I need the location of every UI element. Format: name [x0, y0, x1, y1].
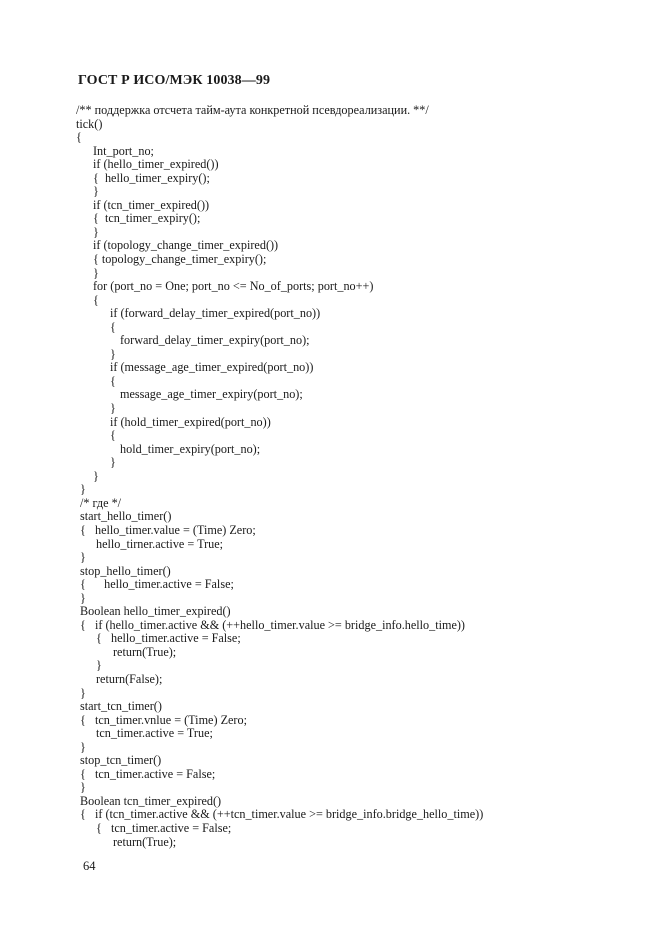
code-line: /** поддержка отсчета тайм-аута конкретной псевдореализации. **/ [76, 103, 429, 117]
code-line: if (hello_timer_expired()) [93, 157, 219, 172]
code-line: } [93, 184, 99, 199]
code-line: start_tcn_timer() [80, 699, 162, 714]
code-line: { topology_change_timer_expiry(); [93, 252, 267, 267]
code-line: } [110, 401, 116, 416]
code-line: for (port_no = One; port_no <= No_of_ports; port_no++) [93, 279, 374, 294]
code-line: Boolean tcn_timer_expired() [80, 793, 222, 808]
code-line: if (message_age_timer_expired(port_no)) [110, 360, 314, 375]
code-line: { tcn_timer.vnlue = (Time) Zero; [80, 712, 247, 727]
document-header: ГОСТ Р ИСО/МЭК 10038—99 [78, 73, 271, 88]
code-line: { [110, 319, 116, 334]
code-line: stop_tcn_timer() [80, 753, 162, 768]
code-line: { if (tcn_timer.active && (++tcn_timer.value >= bridge_info.bridge_hello_time)) [80, 807, 484, 822]
code-line: { hello_timer.value = (Time) Zero; [80, 522, 256, 537]
code-line: } [80, 550, 86, 565]
code-line: message_age_timer_expiry(port_no); [120, 387, 303, 402]
code-listing [76, 104, 483, 849]
code-line: { tcn_timer.active = False; [96, 820, 232, 835]
code-line: { [110, 373, 116, 388]
code-line: } [80, 482, 86, 497]
code-line: stop_hello_timer() [80, 563, 171, 578]
code-line: return(True); [113, 644, 177, 659]
page-number: 64 [83, 859, 96, 873]
code-line: Int_port_no; [93, 143, 154, 158]
code-line: if (hold_timer_expired(port_no)) [110, 414, 271, 429]
code-line: } [110, 455, 116, 470]
code-line: start_hello_timer() [80, 509, 172, 524]
code-line: } [93, 224, 99, 239]
code-line: } [96, 658, 102, 673]
code-line: { if (hello_timer.active && (++hello_timer.value >= bridge_info.hello_time)) [80, 617, 465, 632]
code-line: if (forward_delay_timer_expired(port_no)) [110, 306, 321, 321]
code-line: } [80, 685, 86, 700]
code-line: } [93, 265, 99, 280]
code-line: forward_delay_timer_expiry(port_no); [120, 333, 310, 348]
code-line: tcn_timer.active = True; [96, 726, 213, 741]
code-line: if (tcn_timer_expired()) [93, 197, 210, 212]
code-line: { tcn_timer_expiry(); [93, 211, 201, 226]
code-line: tick() [76, 116, 103, 131]
code-line: } [80, 780, 86, 795]
code-line: { [93, 292, 99, 307]
code-line: } [93, 468, 99, 483]
code-line: } [80, 590, 86, 605]
code-line: } [80, 739, 86, 754]
code-line: { hello_timer_expiry(); [93, 170, 210, 185]
code-line: { [110, 428, 116, 443]
code-line: return(False); [96, 671, 163, 686]
code-line: { hello_timer.active = False; [80, 577, 234, 592]
code-line: hello_tirner.active = True; [96, 536, 224, 551]
code-line: /* где */ [80, 495, 122, 510]
code-line: if (topology_change_timer_expired()) [93, 238, 279, 253]
code-line: } [110, 346, 116, 361]
code-line: { tcn_timer.active = False; [80, 766, 216, 781]
code-line: { hello_timer.active = False; [96, 631, 241, 646]
code-line: return(True); [113, 834, 177, 849]
code-line: { [76, 130, 82, 145]
code-line: hold_timer_expiry(port_no); [120, 441, 261, 456]
code-line: Boolean hello_timer_expired() [80, 604, 231, 619]
